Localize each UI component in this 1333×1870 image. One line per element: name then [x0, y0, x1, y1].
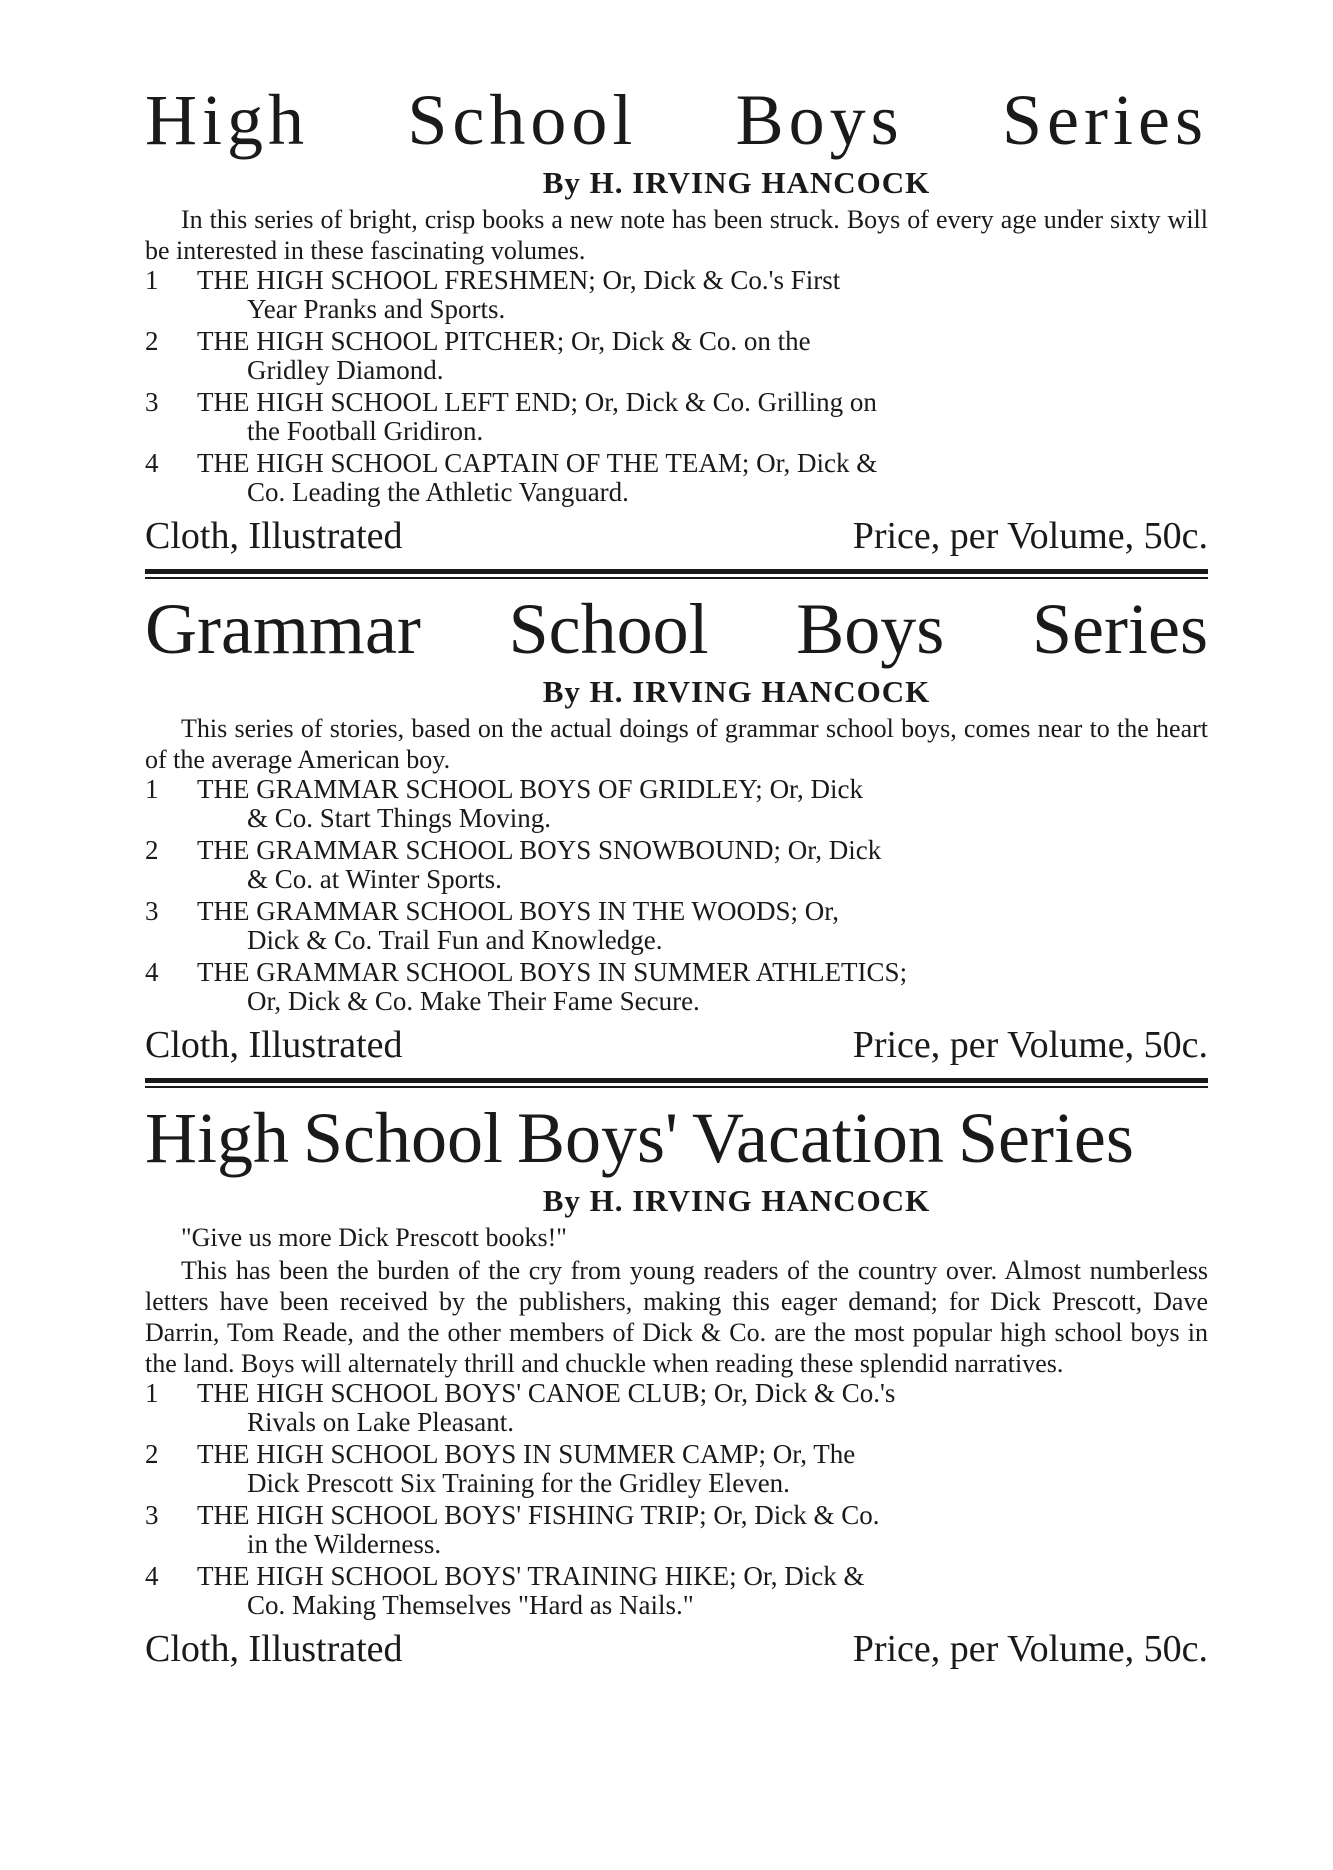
author-byline: By H. IRVING HANCOCK	[542, 165, 931, 200]
price-label: Price, per Volume, 50c.	[852, 1024, 1208, 1066]
book-number: 4	[145, 448, 159, 478]
book-subtitle: Rivals on Lake Pleasant.	[247, 1407, 514, 1437]
book-number: 2	[145, 835, 159, 865]
book-entry	[145, 775, 1208, 833]
book-entry	[145, 266, 1208, 324]
book-number: 3	[145, 1500, 159, 1530]
price-label: Price, per Volume, 50c.	[852, 1628, 1208, 1670]
series-title	[145, 80, 1208, 160]
book-subtitle: Dick & Co. Trail Fun and Knowledge.	[247, 925, 663, 955]
book-title: THE HIGH SCHOOL LEFT END; Or, Dick & Co. Grilling on	[197, 387, 877, 417]
book-title: THE HIGH SCHOOL BOYS' CANOE CLUB; Or, Dick & Co.'s	[197, 1378, 896, 1408]
series-title	[145, 1098, 1208, 1178]
author-byline: By H. IRVING HANCOCK	[542, 1183, 931, 1218]
book-title: THE GRAMMAR SCHOOL BOYS IN THE WOODS; Or,	[197, 896, 839, 926]
book-subtitle: Year Pranks and Sports.	[247, 294, 506, 324]
book-subtitle: Gridley Diamond.	[247, 355, 444, 385]
book-entry	[145, 1501, 1208, 1559]
book-number: 4	[145, 1561, 159, 1591]
book-entry	[145, 327, 1208, 385]
book-number: 2	[145, 1439, 159, 1469]
title-word: Boys	[796, 589, 945, 669]
book-title: THE HIGH SCHOOL BOYS' FISHING TRIP; Or, Dick & Co.	[197, 1500, 880, 1530]
advertisement-page	[145, 80, 1208, 1672]
book-entry	[145, 1379, 1208, 1437]
book-number: 2	[145, 326, 159, 356]
title-word: School	[508, 589, 709, 669]
book-number: 1	[145, 265, 159, 295]
series-section-grammar-school-boys	[145, 589, 1208, 1068]
title-word: School	[303, 1098, 504, 1178]
price-label: Price, per Volume, 50c.	[852, 515, 1208, 557]
title-word: Vacation	[692, 1098, 944, 1178]
book-list	[145, 266, 1208, 507]
title-word: High	[145, 1098, 289, 1178]
series-description: In this series of bright, crisp books a new note has been struck. Boys of every age under sixty will be interested in these fascinating volumes.	[145, 205, 1208, 265]
book-number: 1	[145, 774, 159, 804]
book-subtitle: in the Wilderness.	[247, 1529, 442, 1559]
book-subtitle: Or, Dick & Co. Make Their Fame Secure.	[247, 986, 700, 1016]
title-word: Grammar	[145, 589, 421, 669]
book-number: 1	[145, 1378, 159, 1408]
book-entry	[145, 897, 1208, 955]
series-title	[145, 589, 1208, 669]
book-entry	[145, 388, 1208, 446]
section-divider	[145, 569, 1208, 579]
book-list	[145, 1379, 1208, 1620]
book-list	[145, 775, 1208, 1016]
binding-label: Cloth, Illustrated	[145, 1024, 403, 1066]
book-title: THE GRAMMAR SCHOOL BOYS SNOWBOUND; Or, Dick	[197, 835, 882, 865]
author-byline: By H. IRVING HANCOCK	[542, 674, 931, 709]
title-word: School	[407, 80, 638, 160]
book-subtitle: the Football Gridiron.	[247, 416, 484, 446]
binding-label: Cloth, Illustrated	[145, 515, 403, 557]
book-entry	[145, 1440, 1208, 1498]
title-word: Series	[1002, 80, 1208, 160]
section-divider	[145, 1078, 1208, 1088]
book-entry	[145, 958, 1208, 1016]
book-title: THE GRAMMAR SCHOOL BOYS OF GRIDLEY; Or, Dick	[197, 774, 863, 804]
title-word: Boys	[735, 80, 904, 160]
title-word: Series	[957, 1098, 1134, 1178]
series-section-high-school-boys	[145, 80, 1208, 559]
book-title: THE GRAMMAR SCHOOL BOYS IN SUMMER ATHLETICS;	[197, 957, 908, 987]
title-word: Series	[1032, 589, 1208, 669]
book-title: THE HIGH SCHOOL BOYS' TRAINING HIKE; Or, Dick &	[197, 1561, 865, 1591]
series-description: This series of stories, based on the actual doings of grammar school boys, comes near to the heart of the average American boy.	[145, 714, 1208, 774]
book-entry	[145, 1562, 1208, 1620]
price-line	[145, 1626, 1208, 1672]
book-subtitle: & Co. Start Things Moving.	[247, 803, 552, 833]
book-subtitle: Co. Leading the Athletic Vanguard.	[247, 477, 629, 507]
book-subtitle: Co. Making Themselves "Hard as Nails."	[247, 1590, 694, 1620]
book-title: THE HIGH SCHOOL FRESHMEN; Or, Dick & Co.'s First	[197, 265, 841, 295]
book-subtitle: Dick Prescott Six Training for the Gridley Eleven.	[247, 1468, 790, 1498]
binding-label: Cloth, Illustrated	[145, 1628, 403, 1670]
series-section-high-school-boys-vacation	[145, 1098, 1208, 1672]
series-description: This has been the burden of the cry from young readers of the country over. Almost numberless letters have been received by the publishers, making this eager demand; for Dick Prescott, Dave Darrin, Tom Reade, and the other members of Dick & Co. are the most popular high school boys in the land. Boys will alternately thrill and chuckle when reading these splendid narratives.	[145, 1256, 1208, 1378]
title-word: Boys'	[517, 1098, 679, 1178]
book-number: 3	[145, 896, 159, 926]
book-title: THE HIGH SCHOOL CAPTAIN OF THE TEAM; Or, Dick &	[197, 448, 878, 478]
series-quote: "Give us more Dick Prescott books!"	[181, 1223, 567, 1252]
book-entry	[145, 836, 1208, 894]
title-word: High	[145, 80, 309, 160]
book-title: THE HIGH SCHOOL BOYS IN SUMMER CAMP; Or, The	[197, 1439, 856, 1469]
book-number: 3	[145, 387, 159, 417]
book-title: THE HIGH SCHOOL PITCHER; Or, Dick & Co. on the	[197, 326, 811, 356]
price-line	[145, 1022, 1208, 1068]
book-subtitle: & Co. at Winter Sports.	[247, 864, 502, 894]
book-entry	[145, 449, 1208, 507]
book-number: 4	[145, 957, 159, 987]
price-line	[145, 513, 1208, 559]
